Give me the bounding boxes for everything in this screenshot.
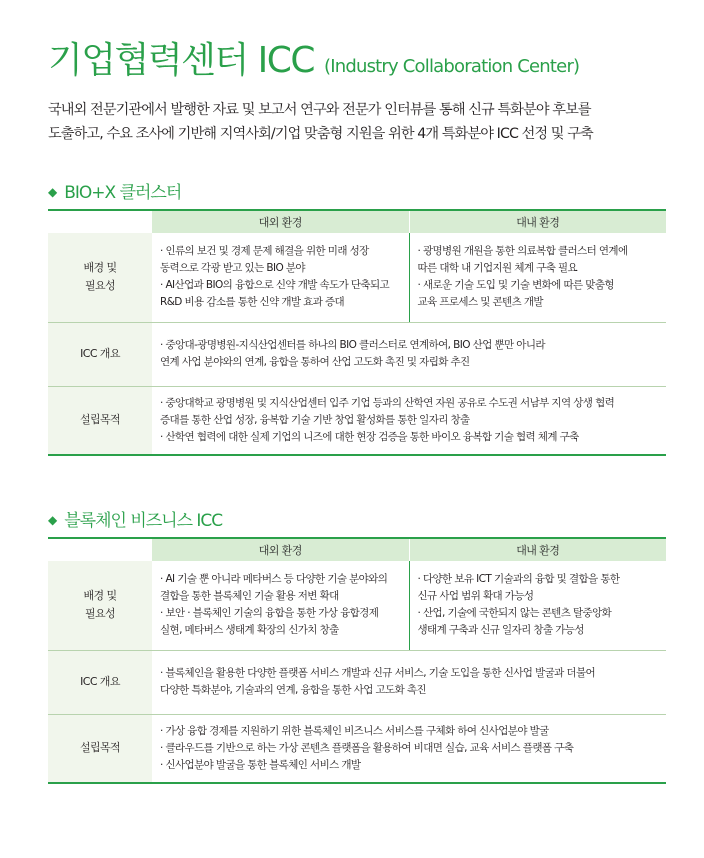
purpose-cell <box>152 386 666 455</box>
column-header-internal: 대내 환경 <box>409 538 666 561</box>
cell-line: 연계 사업 분야와의 연계, 융합을 통하여 산업 고도화 촉진 및 자립화 추진 <box>160 356 470 368</box>
cell-line: · 보안 · 블록체인 기술의 융합을 통한 가상 융합경제 <box>160 607 379 620</box>
row-label-background <box>48 233 152 322</box>
background-internal-cell <box>409 561 666 650</box>
cell-line: 교육 프로세스 및 콘텐츠 개발 <box>417 296 543 309</box>
table-corner <box>48 210 152 233</box>
cell-line: 증대를 통한 산업 성장, 융복합 기술 기반 창업 활성화를 통한 일자리 창출 <box>160 413 470 426</box>
background-external-cell <box>152 233 409 322</box>
cell-line: · 중앙대학교 광명병원 및 지식산업센터 입주 기업 등과의 산학연 자원 공유로 수도권 서남부 지역 상생 협력 <box>160 396 615 409</box>
row-label-line: 배경 및 <box>83 589 117 603</box>
background-internal-cell <box>409 233 666 322</box>
cell-line: 실현, 메타버스 생태계 확장의 신가치 창출 <box>160 624 339 637</box>
diamond-bullet-icon: ◆ <box>48 513 57 527</box>
section-title-blockchain <box>48 506 222 531</box>
cell-line: · 새로운 기술 도입 및 기술 변화에 따른 맞춤형 <box>417 279 614 292</box>
cell-line: · 산업, 기술에 국한되지 않는 콘텐츠 탈중앙화 <box>417 607 612 620</box>
blockchain-table <box>48 537 666 784</box>
purpose-cell <box>152 714 666 783</box>
cell-line: · 중앙대-광명병원-지식산업센터를 하나의 BIO 클러스터로 연계하여, BIO 산업 뿐만 아니라 <box>160 339 545 351</box>
cell-line: · 산학연 협력에 대한 실제 기업의 니즈에 대한 현장 검증을 통한 바이오 융복합 기술 협력 체계 구축 <box>160 430 579 443</box>
intro-paragraph <box>48 98 678 146</box>
cell-line: 동력으로 각광 받고 있는 BIO 분야 <box>160 262 305 275</box>
cell-line: · 신사업분야 발굴을 통한 블록체인 서비스 개발 <box>160 758 361 771</box>
page-subtitle: (Industry Collaboration Center) <box>324 56 580 77</box>
background-external-cell <box>152 561 409 650</box>
row-label-background <box>48 561 152 650</box>
cell-line: 생태계 구축과 신규 일자리 창출 가능성 <box>417 624 584 637</box>
section-title-text: 블록체인 비즈니스 ICC <box>64 511 223 531</box>
cell-line: R&D 비용 감소를 통한 신약 개발 효과 증대 <box>160 296 345 309</box>
intro-line: 국내외 전문기관에서 발행한 자료 및 보고서 연구와 전문가 인터뷰를 통해 신규 특화분야 후보를 <box>48 102 591 118</box>
cell-line: · 광명병원 개원을 통한 의료복합 클러스터 연계에 <box>417 245 628 258</box>
row-label-purpose: 설립목적 <box>48 386 152 455</box>
section-title-text: BIO+X 클러스터 <box>64 183 182 203</box>
column-header-external: 대외 환경 <box>152 538 409 561</box>
section-title-bio <box>48 178 181 203</box>
cell-line: · 인류의 보건 및 경제 문제 해결을 위한 미래 성장 <box>160 245 369 258</box>
overview-cell <box>152 322 666 386</box>
cell-line: · 클라우드를 기반으로 하는 가상 콘텐츠 플랫폼을 활용하여 비대면 실습, 교육 서비스 플랫폼 구축 <box>160 741 574 754</box>
page-title-block <box>48 32 579 83</box>
row-label-overview: ICC 개요 <box>48 322 152 386</box>
bio-cluster-table <box>48 209 666 456</box>
cell-line: · AI 기술 뿐 아니라 메타버스 등 다양한 기술 분야와의 <box>160 573 388 586</box>
overview-cell <box>152 650 666 714</box>
diamond-bullet-icon: ◆ <box>48 185 57 199</box>
cell-line: · AI산업과 BIO의 융합으로 신약 개발 속도가 단축되고 <box>160 279 390 292</box>
row-label-line: 필요성 <box>84 279 116 293</box>
cell-line: · 가상 융합 경제를 지원하기 위한 블록체인 비즈니스 서비스를 구체화 하여 신사업분야 발굴 <box>160 724 549 737</box>
cell-line: 따른 대학 내 기업지원 체계 구축 필요 <box>417 262 578 275</box>
cell-line: · 다양한 보유 ICT 기술과의 융합 및 결합을 통한 <box>417 573 620 586</box>
cell-line: 다양한 특화분야, 기술과의 연계, 융합을 통한 사업 고도화 촉진 <box>160 684 426 696</box>
column-header-internal: 대내 환경 <box>409 210 666 233</box>
row-label-purpose: 설립목적 <box>48 714 152 783</box>
page-title: 기업협력센터 ICC <box>48 40 314 81</box>
row-label-line: 배경 및 <box>83 261 117 275</box>
cell-line: 신규 사업 범위 확대 가능성 <box>417 590 534 603</box>
column-header-external: 대외 환경 <box>152 210 409 233</box>
row-label-line: 필요성 <box>84 607 116 621</box>
table-corner <box>48 538 152 561</box>
intro-line: 도출하고, 수요 조사에 기반해 지역사회/기업 맞춤형 지원을 위한 4개 특화분야 ICC 선정 및 구축 <box>48 126 593 142</box>
row-label-overview: ICC 개요 <box>48 650 152 714</box>
cell-line: 결합을 통한 블록체인 기술 활용 저변 확대 <box>160 590 339 603</box>
cell-line: · 블록체인을 활용한 다양한 플랫폼 서비스 개발과 신규 서비스, 기술 도입을 통한 신사업 발굴과 더불어 <box>160 667 596 679</box>
